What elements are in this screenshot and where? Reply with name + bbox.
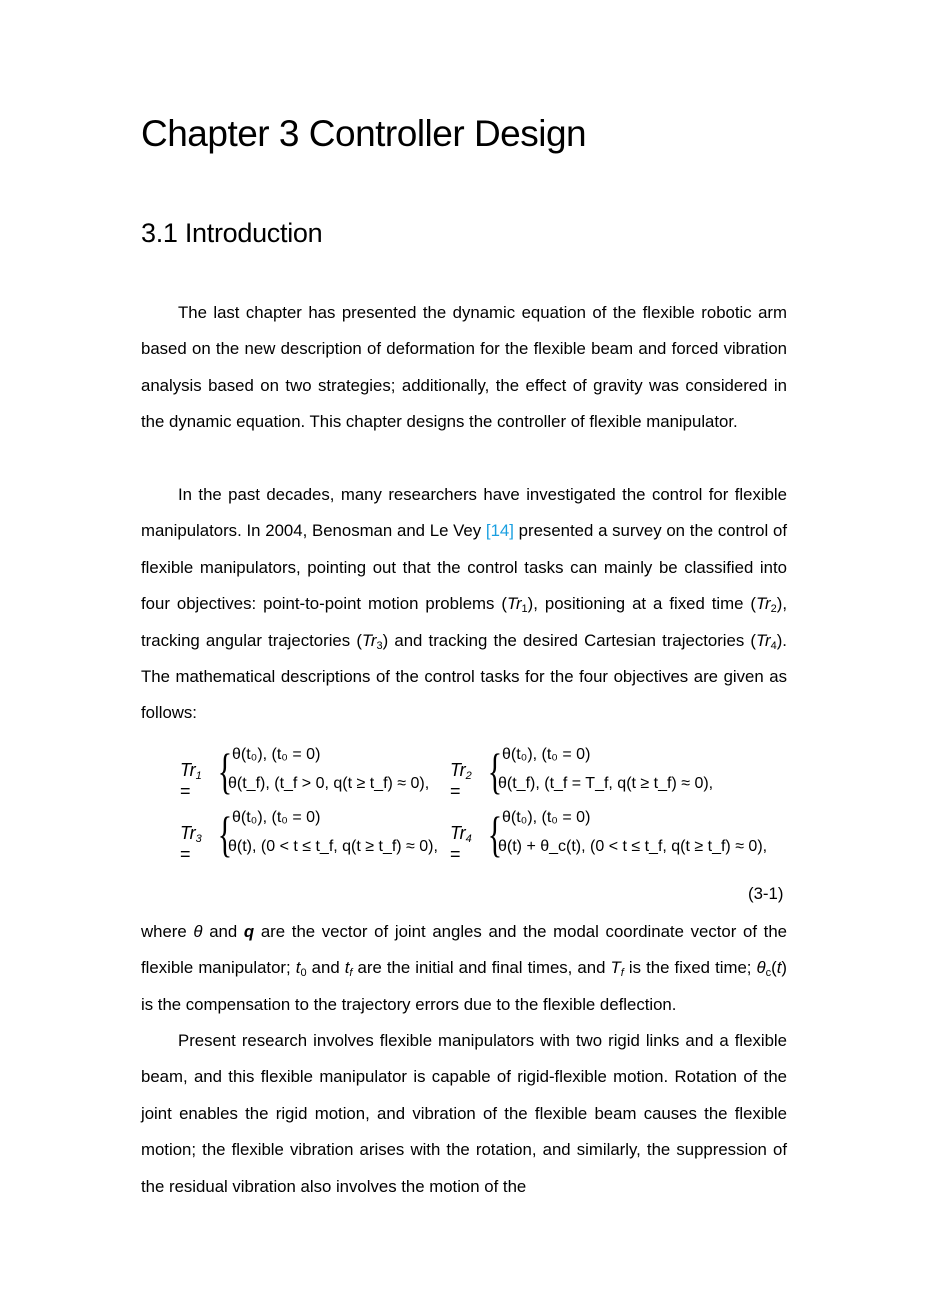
equation-number: (3-1) <box>748 884 784 903</box>
equation-row: θ(t₀), (t₀ = 0) <box>232 809 321 826</box>
paragraph-intro: The last chapter has presented the dynamic equation of the flexible robotic arm based on the new description of deformation for the flexible beam and forced vibration analysis based on two strategies; additionally, the effect of gravity was considered in the dynamic equation. This chapter designs the controller of flexible manipulator. <box>141 303 787 432</box>
citation-link[interactable]: [14] <box>485 521 514 541</box>
symbol: q <box>243 922 255 941</box>
paragraph-present-research: Present research involves flexible manipulators with two rigid links and a flexible beam, and this flexible manipulator is capable of rigid-flexible motion. Rotation of the joint enables the rigid motion, and vibration of the flexible beam causes the flexible motion; the flexible vibration arises with the rotation, and similarly, the suppression of the residual vibration also involves the motion of the <box>141 1031 787 1196</box>
symbol: t <box>344 958 350 978</box>
text: In the past decades, many researchers have investigated the control for flexible manipulators. In 2004, Benosman and Le Vey <box>141 485 787 541</box>
equation-row: θ(t_f), (t_f > 0, q(t ≥ t_f) ≈ 0), <box>228 775 430 792</box>
equation-row: θ(t) + θ_c(t), (0 < t ≤ t_f, q(t ≥ t_f) ≈ 0), <box>498 838 768 855</box>
equation-row: θ(t), (0 < t ≤ t_f, q(t ≥ t_f) ≈ 0), <box>228 838 438 855</box>
text: ), tracking angular trajectories ( <box>141 594 787 650</box>
subscript: c <box>765 967 772 980</box>
equation-lhs: $Tr_1$ = <box>180 760 202 801</box>
text: where <box>141 922 194 941</box>
symbol: Tr <box>361 630 377 650</box>
text: ( <box>771 958 777 978</box>
brace: { <box>487 806 503 862</box>
equation-lhs: $Tr_3$ = <box>180 823 202 864</box>
paragraph-where <box>141 914 787 1023</box>
equation-row: θ(t₀), (t₀ = 0) <box>232 746 321 763</box>
symbol: T <box>610 958 621 978</box>
brace: { <box>487 743 503 799</box>
text: is the fixed time; <box>623 958 757 978</box>
text: ). The mathematical descriptions of the control tasks for the four objectives are given as follows: <box>141 630 787 723</box>
symbol: Tr <box>756 630 771 650</box>
brace: { <box>217 743 233 799</box>
paragraph-survey <box>141 477 787 732</box>
symbol: t <box>776 958 782 978</box>
subscript: 4 <box>770 639 777 652</box>
subscript: f <box>620 967 624 980</box>
section-title: 3.1 Introduction <box>141 218 323 248</box>
equation-lhs: $Tr_4$ = <box>450 823 472 864</box>
symbol: Tr <box>756 594 771 614</box>
subscript: 2 <box>770 603 777 616</box>
symbol: θ <box>756 958 766 978</box>
chapter-title: Chapter 3 Controller Design <box>141 113 587 154</box>
symbol: Tr <box>506 594 522 614</box>
subscript: 1 <box>521 603 528 616</box>
text: ) and tracking the desired Cartesian trajectories ( <box>382 630 756 650</box>
symbol: θ <box>193 922 203 941</box>
text: and <box>202 922 244 941</box>
text: ) is the compensation to the trajectory errors due to the flexible deflection. <box>141 958 787 1014</box>
equation-lhs: $Tr_2$ = <box>450 760 472 801</box>
text: and <box>306 958 345 978</box>
equation-row: θ(t₀), (t₀ = 0) <box>502 746 591 763</box>
text: are the initial and final times, and <box>352 958 611 978</box>
text: are the vector of joint angles and the modal coordinate vector of the flexible manipulator; <box>141 922 788 978</box>
brace: { <box>217 806 233 862</box>
text: ), positioning at a fixed time ( <box>527 594 757 614</box>
subscript: 3 <box>376 639 383 652</box>
symbol: t <box>295 958 301 978</box>
equation-row: θ(t_f), (t_f = T_f, q(t ≥ t_f) ≈ 0), <box>498 775 714 792</box>
equation-row: θ(t₀), (t₀ = 0) <box>502 809 591 826</box>
subscript: f <box>349 967 353 980</box>
text: presented a survey on the control of flexible manipulators, pointing out that the control tasks can mainly be classified into four objectives: point-to-point motion problems ( <box>141 521 787 614</box>
subscript: 0 <box>300 967 307 980</box>
